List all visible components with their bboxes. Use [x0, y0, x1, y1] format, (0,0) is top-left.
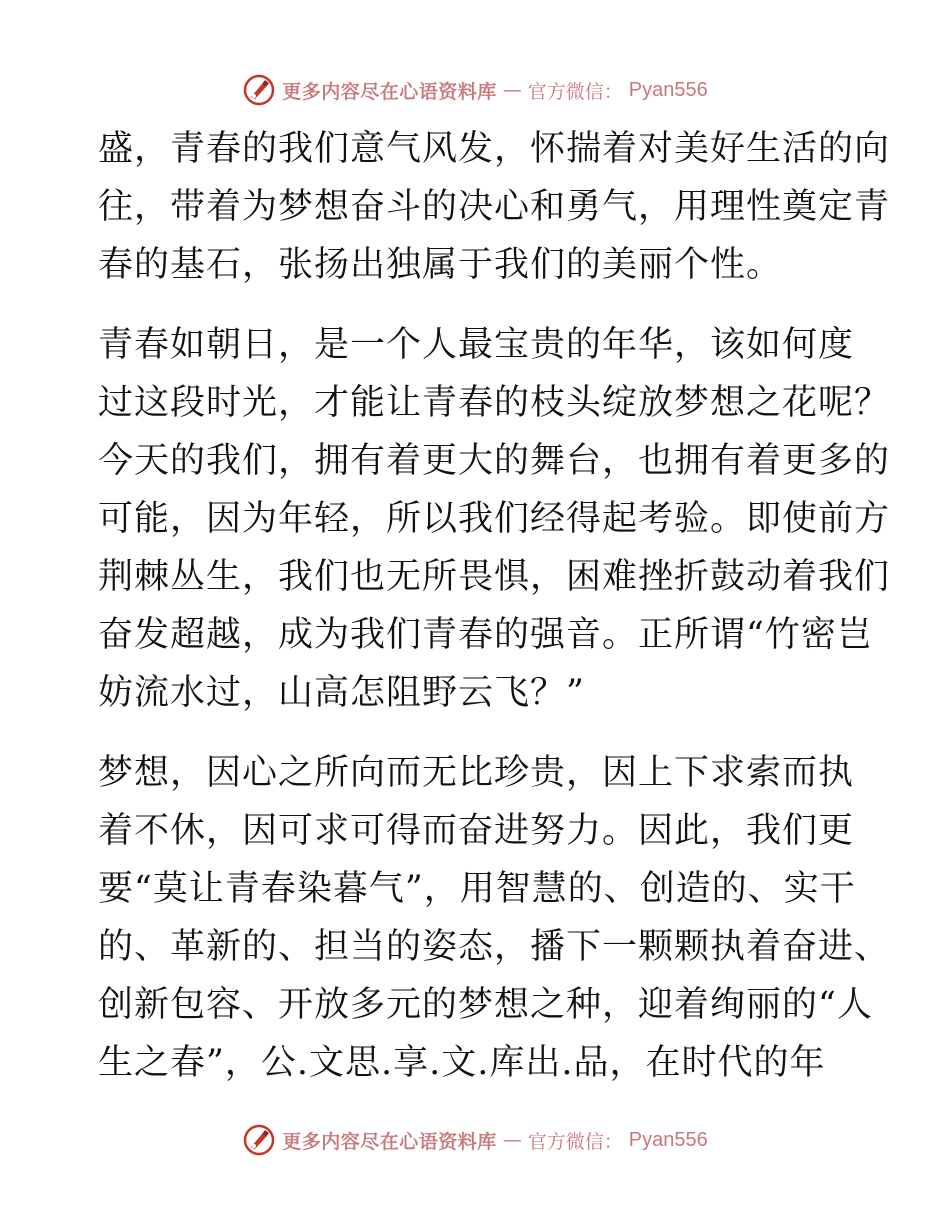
- header-wechat-id: Pyan556: [628, 78, 708, 101]
- text-line: 盛，青春的我们意气风发，怀揣着对美好生活的向: [98, 129, 891, 169]
- text-line: 往，带着为梦想奋斗的决心和勇气，用理性奠定青: [98, 187, 891, 227]
- text-line: 荆棘丛生，我们也无所畏惧，困难挫折鼓动着我们: [98, 557, 891, 597]
- header-site-text: 更多内容尽在心语资料库: [282, 80, 497, 103]
- text-line: 奋发超越，成为我们青春的强音。正所谓“竹密岂: [98, 615, 873, 655]
- text-line: 梦想，因心之所向而无比珍贵，因上下求索而执: [98, 753, 855, 793]
- header-banner: [0, 68, 950, 112]
- text-line: 过这段时光，才能让青春的枝头绽放梦想之花呢？: [98, 383, 891, 423]
- document-body: [98, 120, 891, 1092]
- header-dash: —: [502, 79, 522, 101]
- header-official-label: 官方微信：: [527, 80, 623, 103]
- text-line: 春的基石，张扬出独属于我们的美丽个性。: [98, 245, 783, 285]
- red-pen-logo-icon: [242, 73, 276, 107]
- footer-wechat-id: Pyan556: [628, 1128, 708, 1151]
- footer-dash: —: [502, 1129, 522, 1151]
- paragraph-1: [98, 120, 891, 294]
- footer-official-label: 官方微信：: [527, 1130, 623, 1153]
- paragraph-2: [98, 316, 891, 722]
- text-line: 可能，因为年轻，所以我们经得起考验。即使前方: [98, 499, 891, 539]
- text-line: 妨流水过，山高怎阻野云飞？”: [98, 673, 585, 713]
- text-line: 创新包容、开放多元的梦想之种，迎着绚丽的“人: [98, 985, 873, 1025]
- text-line: 生之春”，公.文思.享.文.库出.品，在时代的年: [98, 1043, 826, 1083]
- text-line: 要“莫让青春染暮气”，用智慧的、创造的、实干: [98, 869, 856, 909]
- footer-site-text: 更多内容尽在心语资料库: [282, 1130, 497, 1153]
- text-line: 青春如朝日，是一个人最宝贵的年华，该如何度: [98, 325, 855, 365]
- paragraph-3: [98, 744, 891, 1092]
- footer-banner: [0, 1118, 950, 1162]
- red-pen-logo-icon: [242, 1123, 276, 1157]
- text-line: 今天的我们，拥有着更大的舞台，也拥有着更多的: [98, 441, 891, 481]
- text-line: 的、革新的、担当的姿态，播下一颗颗执着奋进、: [98, 927, 891, 967]
- text-line: 着不休，因可求可得而奋进努力。因此，我们更: [98, 811, 855, 851]
